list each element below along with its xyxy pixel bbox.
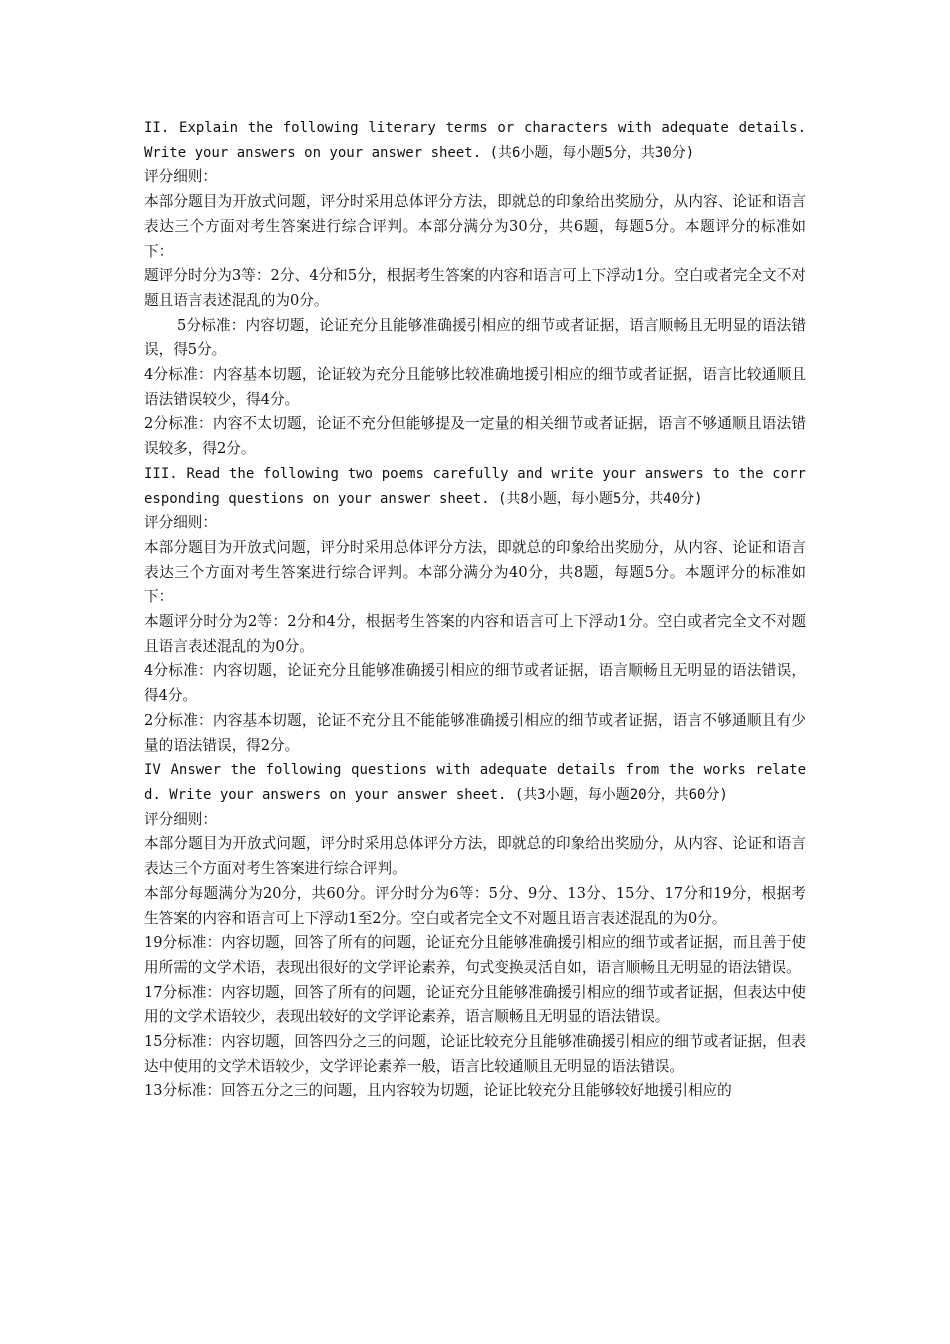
section-3-intro: 本部分题目为开放式问题，评分时采用总体评分方法，即就总的印象给出奖励分，从内容、论证和语言表达三个方面对考生答案进行综合评判。本部分满分为40分，共8题，每题5分。本题评分的标准如下：	[144, 538, 806, 606]
section-4-rubric-label: 评分细则：	[144, 810, 217, 828]
section-4-criterion-17: 17分标准：内容切题，回答了所有的问题，论证充分且能够准确援引相应的细节或者证据，但表达中使用的文学术语较少，表现出较好的文学评论素养，语言顺畅且无明显的语法错误。	[144, 983, 806, 1026]
section-3-criterion-4: 4分标准：内容切题，论证充分且能够准确援引相应的细节或者证据，语言顺畅且无明显的语法错误，得4分。	[144, 662, 806, 705]
section-2-rubric-label: 评分细则：	[144, 168, 217, 186]
section-2-criterion-4: 4分标准：内容基本切题，论证较为充分且能够比较准确地援引相应的细节或者证据，语言比较通顺且语法错误较少，得4分。	[144, 366, 806, 408]
section-4-criterion-19: 19分标准：内容切题，回答了所有的问题，论证充分且能够准确援引相应的细节或者证据，而且善于使用所需的文学术语，表现出很好的文学评论素养，句式变换灵活自如，语言顺畅且无明显的语法错误。	[144, 934, 806, 976]
document-page	[144, 116, 806, 1104]
section-2-heading: II. Explain the following literary terms or characters with adequate details. Write your answers on your answer sheet. (共6小题，每小题5分，共30分)	[144, 120, 806, 161]
section-2-criterion-5: 5分标准：内容切题，论证充分且能够准确援引相应的细节或者证据，语言顺畅且无明显的语法错误，得5分。	[144, 316, 806, 359]
section-4-criterion-15: 15分标准：内容切题，回答四分之三的问题，论证比较充分且能够准确援引相应的细节或者证据，但表达中使用的文学术语较少，文学评论素养一般，语言比较通顺且无明显的语法错误。	[144, 1033, 806, 1075]
section-2-criterion-2: 2分标准：内容不太切题，论证不充分但能够提及一定量的相关细节或者证据，语言不够通顺且语法错误较多，得2分。	[144, 415, 806, 458]
section-2-intro: 本部分题目为开放式问题，评分时采用总体评分方法，即就总的印象给出奖励分，从内容、论证和语言表达三个方面对考生答案进行综合评判。本部分满分为30分，共6题，每题5分。本题评分的标准如下：	[144, 193, 806, 260]
section-4-heading: IV Answer the following questions with adequate details from the works related. Write your answers on your answer sheet. (共3小题，每小题20分，共60分)	[144, 762, 806, 803]
section-4-intro: 本部分题目为开放式问题，评分时采用总体评分方法，即就总的印象给出奖励分，从内容、论证和语言表达三个方面对考生答案进行综合评判。	[144, 835, 806, 878]
section-4-scale: 本部分每题满分为20分，共60分。评分时分为6等：5分、9分、13分、15分、17分和19分，根据考生答案的内容和语言可上下浮动1至2分。空白或者完全文不对题且语言表述混乱的为0分。	[144, 884, 806, 927]
section-2-scale: 题评分时分为3等：2分、4分和5分，根据考生答案的内容和语言可上下浮动1分。空白或者完全文不对题且语言表述混乱的为0分。	[144, 267, 806, 309]
section-3-heading: III. Read the following two poems carefully and write your answers to the corresponding questions on your answer sheet. (共8小题，每小题5分，共40分)	[144, 465, 806, 507]
section-3-criterion-2: 2分标准：内容基本切题，论证不充分且不能能够准确援引相应的细节或者证据，语言不够通顺且有少量的语法错误，得2分。	[144, 711, 806, 754]
section-4-criterion-13: 13分标准：回答五分之三的问题，且内容较为切题，论证比较充分且能够较好地援引相应的	[144, 1082, 732, 1100]
section-3-rubric-label: 评分细则：	[144, 514, 217, 532]
section-3-scale: 本题评分时分为2等：2分和4分，根据考生答案的内容和语言可上下浮动1分。空白或者完全文不对题且语言表述混乱的为0分。	[144, 613, 806, 655]
